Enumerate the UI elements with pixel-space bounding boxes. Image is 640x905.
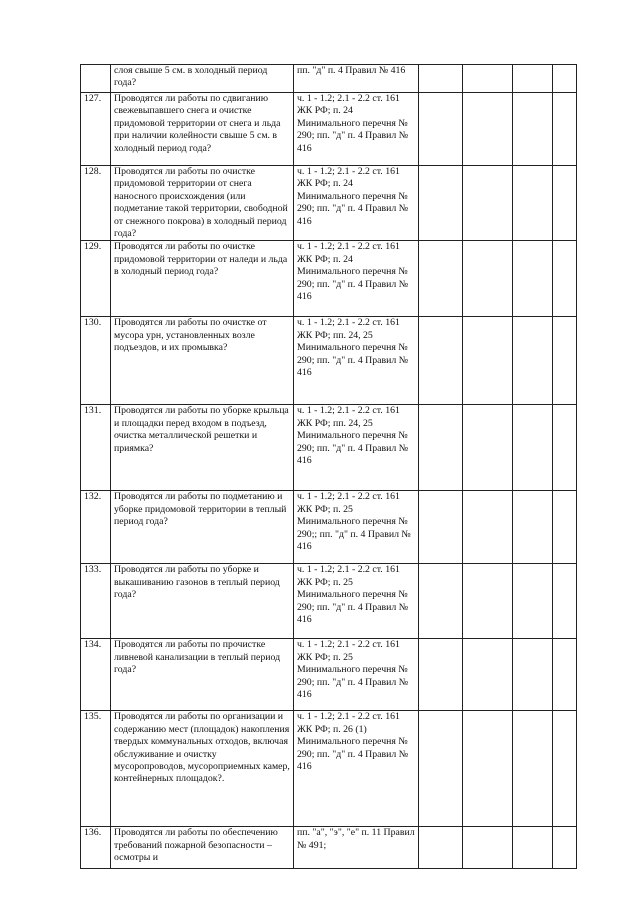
table-row <box>81 65 577 93</box>
answer-yes-cell[interactable] <box>419 405 463 491</box>
answer-no-cell[interactable] <box>463 317 513 405</box>
legal-reference: ч. 1 - 1.2; 2.1 - 2.2 ст. 161 ЖК РФ; п. 24 Минимального перечня № 290; пп. "д" п. 4 Правил № 416 <box>294 93 419 166</box>
answer-na-cell[interactable] <box>513 166 553 241</box>
answer-no-cell[interactable] <box>463 241 513 317</box>
notes-cell[interactable] <box>553 564 577 639</box>
answer-no-cell[interactable] <box>463 711 513 827</box>
notes-cell[interactable] <box>553 166 577 241</box>
question-text: Проводятся ли работы по организации и содержанию мест (площадок) накопления твердых коммунальных отходов, включая обслуживание и очистку мусоропроводов, мусороприемных камер, контейнерных площадок?. <box>111 711 294 827</box>
notes-cell[interactable] <box>553 827 577 869</box>
answer-na-cell[interactable] <box>513 639 553 711</box>
answer-yes-cell[interactable] <box>419 65 463 93</box>
answer-no-cell[interactable] <box>463 166 513 241</box>
answer-na-cell[interactable] <box>513 317 553 405</box>
answer-no-cell[interactable] <box>463 491 513 564</box>
notes-cell[interactable] <box>553 491 577 564</box>
question-text: Проводятся ли работы по обеспечению требований пожарной безопасности – осмотры и <box>111 827 294 869</box>
question-text: слоя свыше 5 см. в холодный период года? <box>111 65 294 93</box>
item-number: 134. <box>81 639 111 711</box>
answer-na-cell[interactable] <box>513 711 553 827</box>
item-number: 131. <box>81 405 111 491</box>
legal-reference: пп. "д" п. 4 Правил № 416 <box>294 65 419 93</box>
answer-yes-cell[interactable] <box>419 711 463 827</box>
answer-no-cell[interactable] <box>463 827 513 869</box>
answer-no-cell[interactable] <box>463 405 513 491</box>
answer-yes-cell[interactable] <box>419 827 463 869</box>
table-row <box>81 93 577 166</box>
item-number: 128. <box>81 166 111 241</box>
answer-yes-cell[interactable] <box>419 564 463 639</box>
question-text: Проводятся ли работы по уборке и выкашиванию газонов в теплый период года? <box>111 564 294 639</box>
answer-na-cell[interactable] <box>513 827 553 869</box>
notes-cell[interactable] <box>553 405 577 491</box>
answer-na-cell[interactable] <box>513 65 553 93</box>
answer-na-cell[interactable] <box>513 241 553 317</box>
notes-cell[interactable] <box>553 93 577 166</box>
question-text: Проводятся ли работы по сдвиганию свежевыпавшего снега и очистке придомовой территории от снега и льда при наличии колейности свыше 5 см. в холодный период года? <box>111 93 294 166</box>
item-number: 129. <box>81 241 111 317</box>
legal-reference: ч. 1 - 1.2; 2.1 - 2.2 ст. 161 ЖК РФ; п. 25 Минимального перечня № 290; пп. "д" п. 4 Правил № 416 <box>294 564 419 639</box>
answer-yes-cell[interactable] <box>419 317 463 405</box>
table-row <box>81 711 577 827</box>
item-number: 132. <box>81 491 111 564</box>
legal-reference: ч. 1 - 1.2; 2.1 - 2.2 ст. 161 ЖК РФ; п. 26 (1) Минимального перечня № 290; пп. "д" п. 4 Правил № 416 <box>294 711 419 827</box>
answer-na-cell[interactable] <box>513 491 553 564</box>
item-number: 135. <box>81 711 111 827</box>
item-number <box>81 65 111 93</box>
table-row <box>81 405 577 491</box>
notes-cell[interactable] <box>553 317 577 405</box>
answer-no-cell[interactable] <box>463 93 513 166</box>
question-text: Проводятся ли работы по подметанию и уборке придомовой территории в теплый период года? <box>111 491 294 564</box>
legal-reference: ч. 1 - 1.2; 2.1 - 2.2 ст. 161 ЖК РФ; пп. 24, 25 Минимального перечня № 290; пп. "д" п. 4 Правил № 416 <box>294 405 419 491</box>
notes-cell[interactable] <box>553 639 577 711</box>
answer-na-cell[interactable] <box>513 564 553 639</box>
inspection-checklist-page <box>80 64 577 869</box>
answer-yes-cell[interactable] <box>419 166 463 241</box>
table-row <box>81 491 577 564</box>
table-row <box>81 564 577 639</box>
table-row <box>81 166 577 241</box>
item-number: 127. <box>81 93 111 166</box>
legal-reference: ч. 1 - 1.2; 2.1 - 2.2 ст. 161 ЖК РФ; пп. 24, 25 Минимального перечня № 290; пп. "д" п. 4 Правил № 416 <box>294 317 419 405</box>
table-row <box>81 827 577 869</box>
question-text: Проводятся ли работы по уборке крыльца и площадки перед входом в подъезд, очистка металлической решетки и приямка? <box>111 405 294 491</box>
table-row <box>81 639 577 711</box>
answer-yes-cell[interactable] <box>419 241 463 317</box>
answer-no-cell[interactable] <box>463 639 513 711</box>
answer-na-cell[interactable] <box>513 93 553 166</box>
legal-reference: ч. 1 - 1.2; 2.1 - 2.2 ст. 161 ЖК РФ; п. 24 Минимального перечня № 290; пп. "д" п. 4 Правил № 416 <box>294 166 419 241</box>
question-text: Проводятся ли работы по прочистке ливневой канализации в теплый период года? <box>111 639 294 711</box>
answer-no-cell[interactable] <box>463 65 513 93</box>
question-text: Проводятся ли работы по очистке придомовой территории от снега наносного происхождения (или подметание такой территории, свободной от снежного покрова) в холодный период года? <box>111 166 294 241</box>
item-number: 133. <box>81 564 111 639</box>
table-row <box>81 317 577 405</box>
legal-reference: ч. 1 - 1.2; 2.1 - 2.2 ст. 161 ЖК РФ; п. 24 Минимального перечня № 290; пп. "д" п. 4 Правил № 416 <box>294 241 419 317</box>
answer-no-cell[interactable] <box>463 564 513 639</box>
item-number: 136. <box>81 827 111 869</box>
table-row <box>81 241 577 317</box>
legal-reference: ч. 1 - 1.2; 2.1 - 2.2 ст. 161 ЖК РФ; п. 25 Минимального перечня № 290; пп. "д" п. 4 Правил № 416 <box>294 639 419 711</box>
legal-reference: пп. "а", "э", "е" п. 11 Правил № 491; <box>294 827 419 869</box>
answer-yes-cell[interactable] <box>419 639 463 711</box>
answer-yes-cell[interactable] <box>419 93 463 166</box>
notes-cell[interactable] <box>553 241 577 317</box>
legal-reference: ч. 1 - 1.2; 2.1 - 2.2 ст. 161 ЖК РФ; п. 25 Минимального перечня № 290;; пп. "д" п. 4 Правил № 416 <box>294 491 419 564</box>
notes-cell[interactable] <box>553 711 577 827</box>
question-text: Проводятся ли работы по очистке от мусора урн, установленных возле подъездов, и их промывка? <box>111 317 294 405</box>
question-text: Проводятся ли работы по очистке придомовой территории от наледи и льда в холодный период года? <box>111 241 294 317</box>
answer-na-cell[interactable] <box>513 405 553 491</box>
item-number: 130. <box>81 317 111 405</box>
notes-cell[interactable] <box>553 65 577 93</box>
checklist-table <box>80 64 577 869</box>
answer-yes-cell[interactable] <box>419 491 463 564</box>
